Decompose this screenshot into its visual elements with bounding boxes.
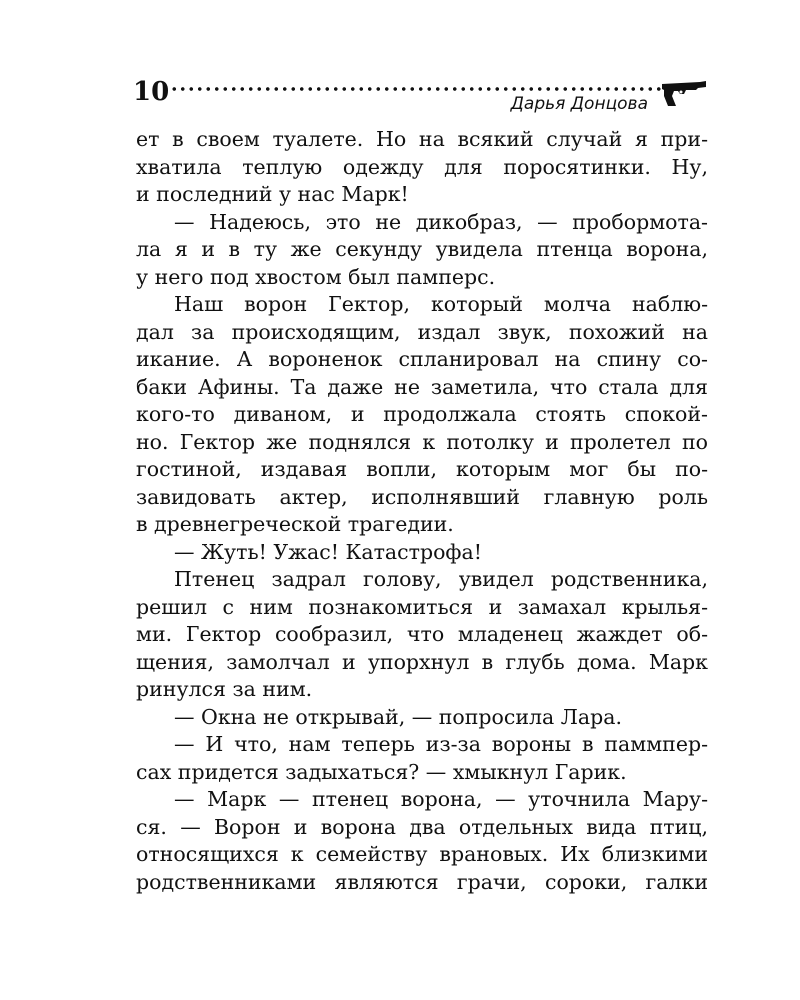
pistol-icon — [660, 78, 708, 108]
text-line: — Жуть! Ужас! Катастрофа! — [174, 539, 482, 564]
text-line: но. Гектор же поднялся к потолку и пролетел по — [136, 429, 708, 454]
text-line: ся. — Ворон и ворона два отдельных вида птиц, — [136, 814, 708, 839]
text-line: хватила теплую одежду для поросятинки. Ну, — [136, 154, 708, 179]
text-line: ринулся за ним. — [136, 677, 313, 701]
text-line: щения, замолчал и упорхнул в глубь дома. Марк — [136, 649, 708, 674]
text-line: — Окна не открывай, — попросила Лара. — [174, 704, 622, 729]
page-number: 10 — [133, 77, 170, 107]
text-line: Наш ворон Гектор, который молча наблю- — [174, 292, 708, 316]
text-line: икание. А вороненок спланировал на спину со- — [136, 347, 708, 371]
text-line: кого-то диваном, и продолжала стоять спокой- — [136, 402, 708, 426]
text-line: ми. Гектор сообразил, что младенец жаждет об- — [136, 622, 708, 646]
text-line: баки Афины. Та даже не заметила, что стала для — [136, 374, 708, 399]
text-line: решил с ним познакомиться и замахал крылья- — [136, 594, 708, 619]
text-line: ет в своем туалете. Но на всякий случай я при- — [136, 127, 708, 151]
text-line: и последний у нас Марк! — [136, 182, 409, 206]
text-line: Птенец задрал голову, увидел родственника, — [174, 567, 708, 591]
running-header-author: Дарья Донцова — [510, 94, 648, 114]
text-line: ла я и в ту же секунду увидела птенца ворона, — [136, 237, 708, 261]
text-line: родственниками являются грачи, сороки, галки — [136, 869, 708, 894]
text-line: — Марк — птенец ворона, — уточнила Мару- — [174, 787, 708, 811]
text-line: дал за происходящим, издал звук, похожий на — [136, 319, 708, 344]
text-line: завидовать актер, исполнявший главную роль — [136, 484, 708, 509]
dotted-rule — [170, 86, 664, 92]
text-line: — И что, нам теперь из-за вороны в паммпер- — [174, 732, 708, 756]
text-line: сах придется задыхаться? — хмыкнул Гарик. — [136, 759, 627, 784]
text-line: в древнегреческой трагедии. — [136, 512, 454, 536]
text-line: у него под хвостом был памперс. — [136, 264, 496, 289]
text-line: гостиной, издавая вопли, которым мог бы по- — [136, 457, 708, 481]
body-text — [136, 126, 708, 896]
text-line: — Надеюсь, это не дикобраз, — пробормота- — [174, 209, 708, 234]
text-line: относящихся к семейству врановых. Их близкими — [136, 842, 708, 866]
